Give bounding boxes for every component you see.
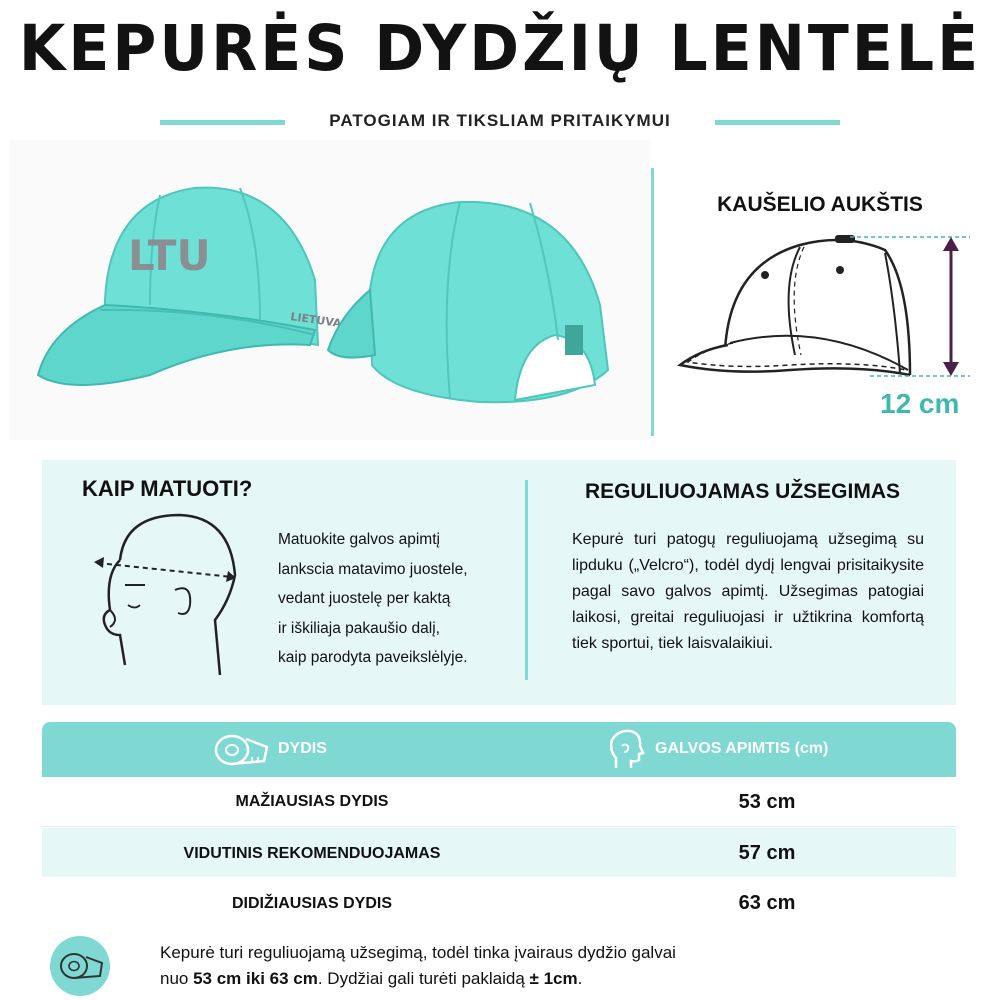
footer-line-1: Kepurė turi reguliuojamą užsegimą, todėl tinka įvairaus dydžio galvai [160, 943, 676, 962]
crown-height-value: 12 cm [880, 388, 960, 419]
tape-measure-icon [50, 936, 110, 996]
table-row [42, 828, 956, 877]
cap-back-image [328, 202, 608, 402]
size-value: 53 cm [738, 791, 796, 813]
tolerance: ± 1cm [529, 969, 578, 988]
size-label: DIDIŽIAUSIAS DYDIS [231, 895, 392, 912]
size-label: VIDUTINIS REKOMENDUOJAMAS [183, 845, 441, 862]
subtitle-line-right [715, 120, 840, 125]
table-row [42, 878, 956, 927]
head-measure-icon [80, 505, 260, 685]
subtitle-line-left [160, 120, 285, 125]
table-row [42, 778, 956, 827]
cap-outline-diagram [670, 225, 980, 395]
how-to-measure-text [278, 525, 508, 673]
cap-front-image [38, 188, 343, 385]
measure-line: lankscia matavimo juostele, [278, 560, 468, 578]
measure-line: ir iškiliaja pakaušio dalį, [278, 619, 440, 637]
footer-note [160, 940, 800, 992]
footer-line-2: nuo 53 cm iki 63 cm. Dydžiai gali turėti paklaidą ± 1cm. [160, 969, 583, 988]
how-to-measure-title: KAIP MATUOTI? [82, 476, 253, 501]
measure-line: vedant juostelę per kaktą [278, 590, 451, 607]
size-value: 63 cm [738, 892, 796, 914]
page-subtitle: PATOGIAM IR TIKSLIAM PRITAIKYMUI [329, 111, 671, 130]
size-label: MAŽIAUSIAS DYDIS [235, 793, 389, 810]
cap-side-text: LIETUVA [289, 310, 343, 331]
adjustable-closure-title: REGULIUOJAMAS UŽSEGIMAS [585, 480, 901, 503]
cap-logo-text: LTU [128, 231, 211, 280]
crown-height-title: KAUŠELIO AUKŠTIS [717, 193, 923, 216]
adjustable-closure-text: Kepurė turi patogų reguliuojamą užsegimą su lipduku („Velcro“), todėl dydį lengvai prisitaikysite pagal savo galvos apimtį. Užsegimas patogiai laikosi, greitai reguliuojasi ir užtikrina komfortą tiek sportui, tiek laisvalaikiui. [572, 531, 924, 652]
cap-photos [10, 140, 650, 440]
measure-line: kaip parodyta paveikslėlyje. [278, 649, 468, 666]
divider-middle [525, 480, 528, 680]
divider-top [651, 168, 654, 436]
col-header-size: DYDIS [278, 740, 327, 757]
head-icon [606, 728, 646, 772]
tape-measure-icon [212, 729, 272, 771]
cap-photo-illustration [10, 140, 650, 440]
measure-line: Matuokite galvos apimtį [278, 531, 440, 548]
footer-badge [50, 936, 110, 996]
page-title: KEPURĖS DYDŽIŲ LENTELĖ [18, 12, 982, 86]
size-value: 57 cm [738, 842, 796, 864]
size-range: 53 cm iki 63 cm [193, 969, 318, 988]
col-header-circumference: GALVOS APIMTIS (cm) [655, 740, 829, 757]
